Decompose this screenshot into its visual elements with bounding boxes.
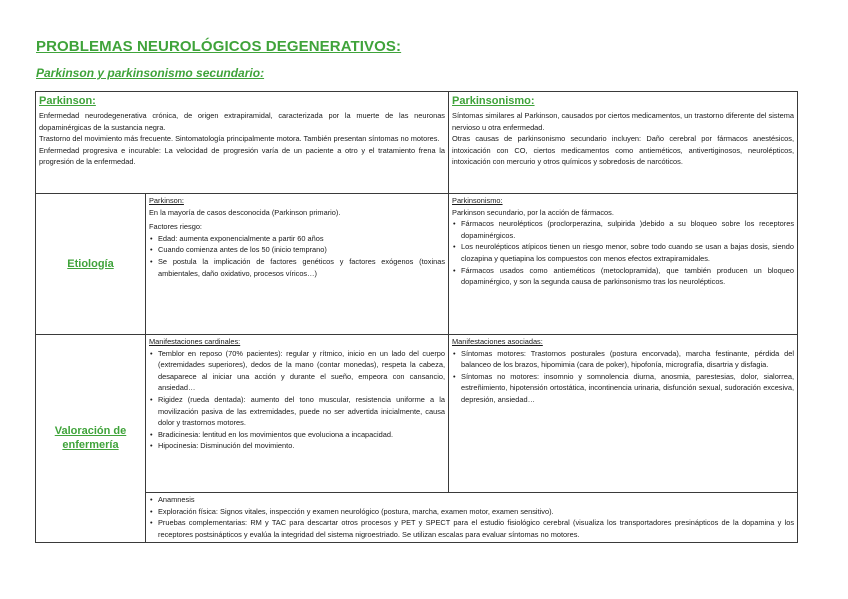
parkinsonismo-heading: Parkinsonismo: xyxy=(452,95,535,107)
cardinal-manifestations-list xyxy=(149,348,445,452)
parkinsonismo-line: Otras causas de parkinsonismo secundario incluyen: Daño cerebral por fármacos anestésicos, intoxicación con CO, ciertos medicamentos como antieméticos, antivertiginosos, neurolépticos, intoxicación con mercurio y otros químicos y sobredosis de narcóticos. xyxy=(452,134,795,167)
valoracion-row xyxy=(36,335,798,493)
list-item: • Cuando comienza antes de los 50 (inicio temprano) xyxy=(158,244,445,256)
parkinson-line: Enfermedad neurodegenerativa crónica, de origen extrapiramidal, caracterizada por la muerte de las neuronas dopaminérgicas de la sustancia negra. xyxy=(39,111,446,132)
list-item: • Pruebas complementarias: RM y TAC para descartar otros procesos y PET y SPECT para el estudio fisiológico cerebral (visualiza los transportadores presinápticos de la dopamina y los receptores postsinápticos y evalúa la integridad del sistema nigroestriado. Se utilizan escalas para evaluar síntomas no motores. xyxy=(158,517,794,540)
etiologia-parkinsonismo-heading: Parkinsonismo: xyxy=(452,196,503,205)
list-item: • Fármacos usados como antieméticos (metoclopramida), que también producen un bloqueo dopaminérgico, y son la segunda causa de parkinsonismo tras los neurolépticos. xyxy=(461,265,794,288)
etiologia-parkinsonismo-intro: Parkinson secundario, por la acción de fármacos. xyxy=(452,207,614,217)
associated-manifestations-heading: Manifestaciones asociadas: xyxy=(452,337,543,346)
etiologia-row xyxy=(36,194,798,335)
etiologia-parkinson-cell xyxy=(146,194,449,335)
etiologia-label: Etiología xyxy=(67,257,114,270)
exploration-cell xyxy=(146,493,798,543)
etiologia-label-cell xyxy=(36,194,146,335)
associated-manifestations-list xyxy=(452,348,794,406)
valoracion-label: Valoración de enfermería xyxy=(54,425,127,452)
cardinal-manifestations-heading: Manifestaciones cardinales: xyxy=(149,337,241,346)
list-item: • Exploración física: Signos vitales, inspección y examen neurológico (postura, marcha, examen motor, examen sensitivo). xyxy=(158,506,794,518)
risk-factors-heading: Factores riesgo: xyxy=(149,222,202,232)
document-title: PROBLEMAS NEUROLÓGICOS DEGENERATIVOS: xyxy=(36,38,402,55)
risk-factors-list xyxy=(149,233,445,279)
cardinal-manifestations-cell xyxy=(146,335,449,493)
list-item: • Fármacos neurolépticos (proclorperazina, sulpirida )debido a su bloqueo sobre los receptores dopaminérgicos. xyxy=(461,218,794,241)
valoracion-label-cell xyxy=(36,335,146,543)
section-subtitle: Parkinson y parkinsonismo secundario: xyxy=(36,66,265,80)
list-item: • Hipocinesia: Disminución del movimiento. xyxy=(158,440,445,452)
parkinson-line: Trastorno del movimiento más frecuente. Sintomatología principalmente motora. También presentan síntomas no motores. xyxy=(39,134,440,144)
parkinson-definition-cell xyxy=(36,92,449,194)
list-item: • Se postula la implicación de factores genéticos y factores exógenos (toxinas ambientales, daño oxidativo, procesos víricos…) xyxy=(158,256,445,279)
list-item: • Síntomas motores: Trastornos posturales (postura encorvada), marcha festinante, pérdida del balanceo de los brazos, hipomimia (cara de poker), hipofonía, micrografía, disartria y disfagia. xyxy=(461,348,794,371)
associated-manifestations-cell xyxy=(449,335,798,493)
drug-causes-list xyxy=(452,218,794,288)
exploration-row xyxy=(36,493,798,543)
parkinsonismo-line: Síntomas similares al Parkinson, causados por ciertos medicamentos, un trastorno diferente del sistema nervioso u otra enfermedad. xyxy=(452,111,795,132)
comparison-table xyxy=(35,91,798,543)
list-item: • Temblor en reposo (70% pacientes): regular y rítmico, inicio en un lado del cuerpo (extremidades superiores), dedos de la mano (contar monedas), respeta la cabeza, desaparece al iniciar una acción y durante el sueño, empeora con cansancio, ansiedad… xyxy=(158,348,445,394)
parkinson-heading: Parkinson: xyxy=(39,95,96,107)
definition-row xyxy=(36,92,798,194)
list-item: • Edad: aumenta exponencialmente a partir 60 años xyxy=(158,233,445,245)
parkinson-line: Enfermedad progresiva e incurable: La velocidad de progresión varía de un paciente a otro y el tratamiento frena la progresión de la enfermedad. xyxy=(39,145,446,167)
list-item: • Síntomas no motores: insomnio y somnolencia diurna, anosmia, parestesias, dolor, sialorrea, estreñimiento, hipotensión ortostática, incontinencia urinaria, disfunción sexual, sudoración excesiva, depresión, ansiedad… xyxy=(461,371,794,406)
etiologia-parkinsonismo-cell xyxy=(449,194,798,335)
list-item: • Bradicinesia: lentitud en los movimientos que evoluciona a incapacidad. xyxy=(158,429,445,441)
list-item: • Los neurolépticos atípicos tienen un riesgo menor, sobre todo cuando se usan a bajas dosis, siendo clozapina y quetiapina los compuestos con menos efectos extrapiramidales. xyxy=(461,241,794,264)
etiologia-parkinson-intro: En la mayoría de casos desconocida (Parkinson primario). xyxy=(149,207,341,217)
list-item: • Rigidez (rueda dentada): aumento del tono muscular, resistencia uniforme a la movilización pasiva de las extremidades, puede no ser advertida inicialmente, causa dolor y trastornos motores. xyxy=(158,394,445,429)
exploration-list xyxy=(149,494,794,540)
etiologia-parkinson-heading: Parkinson: xyxy=(149,196,184,205)
parkinsonismo-definition-cell xyxy=(449,92,798,194)
list-item: • Anamnesis xyxy=(158,494,794,506)
